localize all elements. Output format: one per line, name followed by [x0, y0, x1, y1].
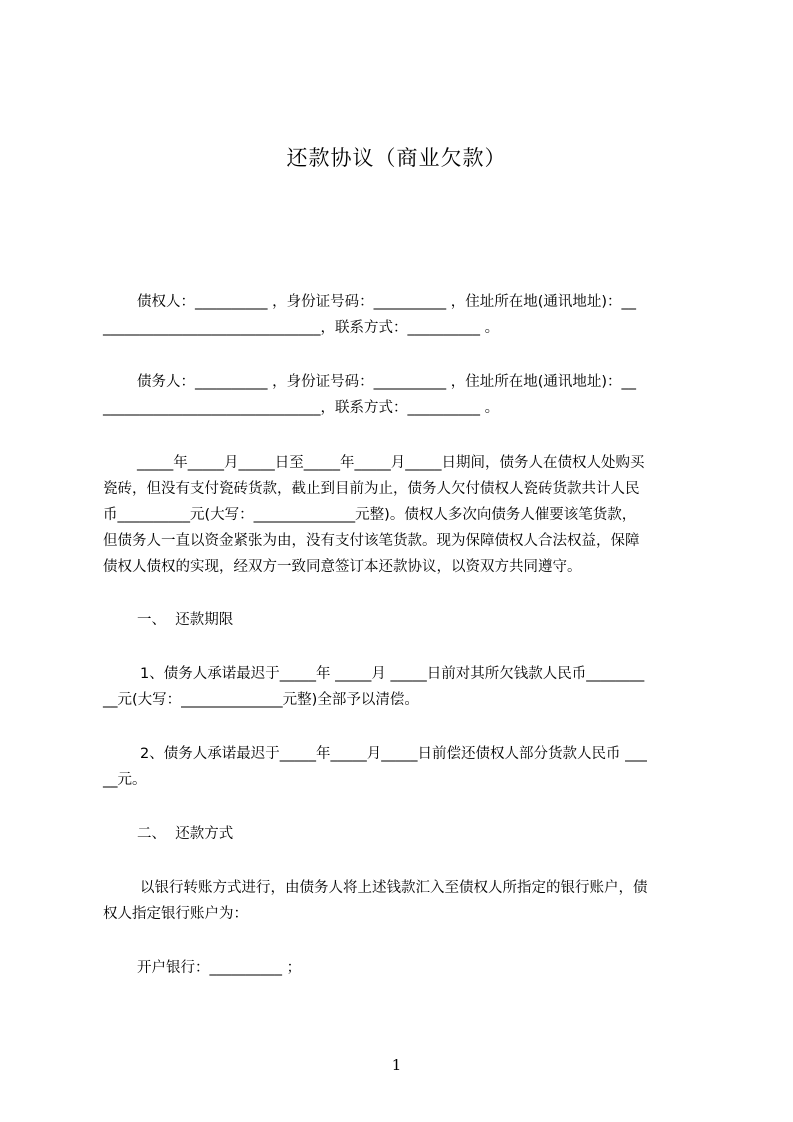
preamble-line-4: 但债务人一直以资金紧张为由，没有支付该笔货款。现为保障债权人合法权益，保障	[103, 533, 640, 549]
debtor-line-1: 债务人：__________ ，身份证号码：__________ ，住址所在地(通讯地址)：__	[137, 374, 637, 390]
bank-line: 开户银行：__________ ；	[137, 960, 302, 976]
page-number: 1	[391, 1056, 402, 1074]
preamble-line-3: 币__________元(大写：______________元整)。债权人多次向债务人催要该笔货款，	[103, 507, 637, 523]
section2-heading: 二、 还款方式	[137, 826, 234, 842]
section1-clause2-line-1: 2、债务人承诺最迟于_____年_____月_____日前偿还债权人部分货款人民币 ___	[140, 746, 647, 762]
section1-clause2-line-2: __元。	[103, 772, 147, 788]
section1-heading: 一、 还款期限	[137, 612, 234, 628]
section1-clause1-line-1: 1、债务人承诺最迟于_____年 _____月 _____日前对其所欠钱款人民币________	[140, 666, 645, 682]
section2-body-line-2: 权人指定银行账户为：	[103, 906, 248, 922]
debtor-line-2: ______________________________，联系方式：__________ 。	[103, 400, 500, 416]
preamble-line-1: _____年_____月_____日至_____年_____月_____日期间，债务人在债权人处购买	[137, 455, 645, 471]
preamble-line-5: 债权人债权的实现，经双方一致同意签订本还款协议，以资双方共同遵守。	[103, 559, 582, 575]
creditor-line-1: 债权人：__________ ，身份证号码：__________ ，住址所在地(通讯地址)：__	[137, 294, 637, 310]
section2-body-line-1: 以银行转账方式进行，由债务人将上述钱款汇入至债权人所指定的银行账户，债	[140, 880, 648, 896]
section1-clause1-line-2: __元(大写：______________元整)全部予以清偿。	[103, 692, 419, 708]
creditor-line-2: ______________________________，联系方式：__________ 。	[103, 320, 500, 336]
preamble-line-2: 瓷砖，但没有支付瓷砖货款，截止到目前为止，债务人欠付债权人瓷砖货款共计人民	[103, 481, 640, 497]
document-title: 还款协议（商业欠款）	[286, 146, 507, 170]
